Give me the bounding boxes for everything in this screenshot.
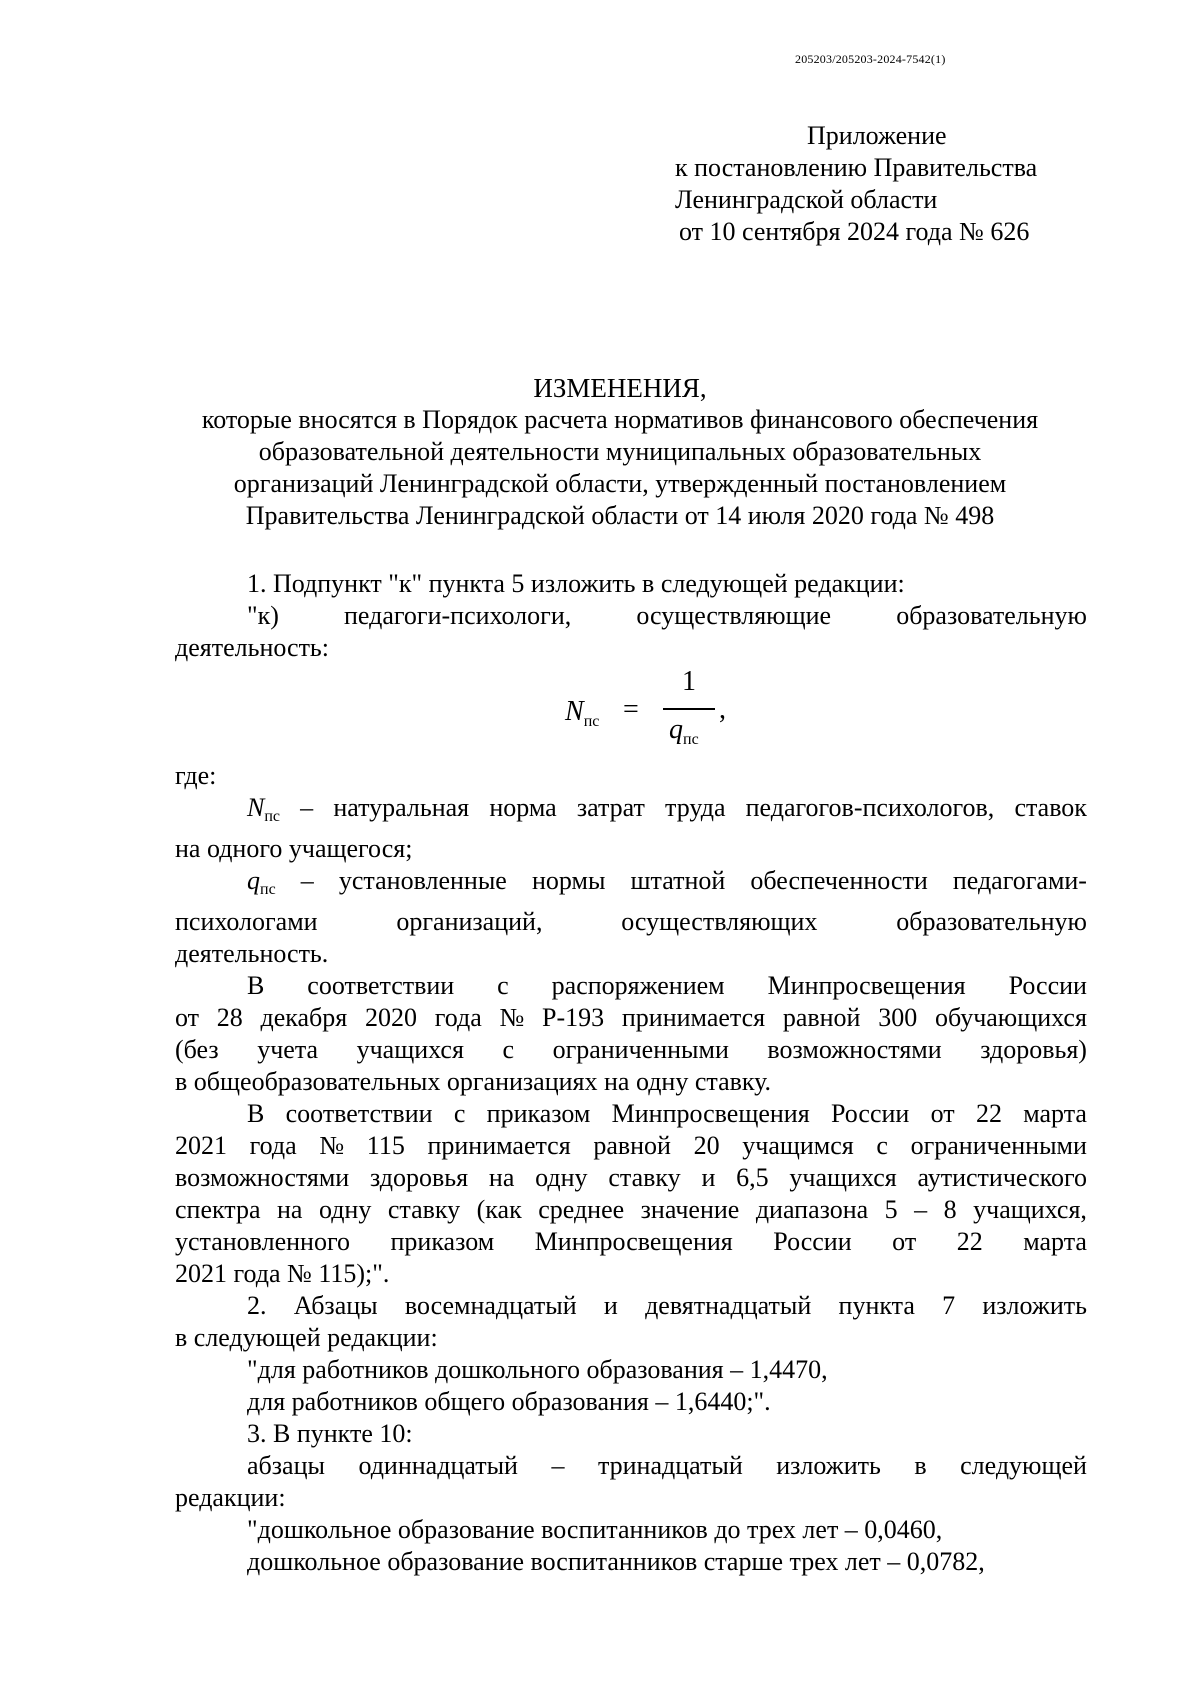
definition-end: деятельность.	[175, 939, 329, 968]
word: здоровья)	[980, 1035, 1087, 1064]
word: учащихся	[789, 1163, 897, 1192]
formula	[175, 666, 1087, 756]
word: осуществляющих	[621, 907, 818, 936]
word: России	[1008, 971, 1087, 1000]
word: обучающихся	[934, 1003, 1087, 1032]
word: принимается	[427, 1131, 571, 1160]
word: 28	[216, 1003, 243, 1032]
word: абзацы	[247, 1451, 325, 1480]
word: 22	[975, 1099, 1002, 1128]
word: В	[247, 971, 265, 1000]
word: ставку	[608, 1163, 681, 1192]
word: здоровья	[370, 1163, 469, 1192]
justified-line	[175, 970, 1087, 1002]
word: среднее	[538, 1195, 625, 1224]
word: (как	[476, 1195, 522, 1224]
formula-equals: =	[623, 694, 639, 725]
word: возможностями	[175, 1163, 350, 1192]
word: изложить	[776, 1451, 881, 1480]
definition-line	[175, 865, 1087, 906]
word: равной	[593, 1131, 671, 1160]
fraction-bar	[663, 708, 715, 710]
justified-line	[175, 1098, 1087, 1130]
justified-line	[175, 1226, 1087, 1258]
word: с	[502, 1035, 515, 1064]
word: диапазона	[755, 1195, 869, 1224]
word: Р-193	[542, 1003, 605, 1032]
word: –	[551, 1451, 565, 1480]
word: России	[830, 1099, 910, 1128]
definition-end: на одного учащегося;	[175, 834, 413, 863]
paragraph-end: в общеобразовательных организациях на одну ставку.	[175, 1067, 772, 1096]
word: 5	[884, 1195, 898, 1224]
heading-line: образовательной деятельности муниципальных образовательных	[258, 437, 982, 466]
word: распоряжением	[551, 971, 725, 1000]
word: Абзацы	[293, 1291, 378, 1320]
word: 7	[942, 1291, 956, 1320]
word: 115	[366, 1131, 405, 1160]
quoted-line: "для работников дошкольного образования – 1,4470,	[247, 1355, 828, 1384]
document-id: 205203/205203-2024-7542(1)	[795, 52, 946, 66]
annex-title: Приложение	[807, 121, 947, 150]
word: одиннадцатый	[358, 1451, 518, 1480]
heading-line: которые вносятся в Порядок расчета нормативов финансового обеспечения	[201, 405, 1039, 434]
word: 2021	[175, 1131, 227, 1160]
word: ставку	[387, 1195, 461, 1224]
word: одну	[318, 1195, 372, 1224]
word: осуществляющие	[636, 601, 832, 630]
word: штатной	[630, 866, 726, 895]
word: на	[488, 1163, 515, 1192]
word: с	[453, 1099, 466, 1128]
word: ограниченными	[910, 1131, 1087, 1160]
word: декабря	[260, 1003, 348, 1032]
word: Минпросвещения	[534, 1227, 733, 1256]
word: приказом	[390, 1227, 495, 1256]
word: образовательную	[896, 907, 1087, 936]
word: с	[876, 1131, 888, 1160]
word: изложить	[982, 1291, 1087, 1320]
word: труда	[665, 793, 726, 822]
justified-line	[175, 1194, 1087, 1226]
word: №	[319, 1131, 345, 1160]
word: приказом	[486, 1099, 591, 1128]
word: обеспеченности	[750, 866, 928, 895]
word: значение	[640, 1195, 740, 1224]
annex-date: от 10 сентября 2024 года № 626	[679, 217, 1030, 246]
word: учета	[257, 1035, 319, 1064]
word: затрат	[576, 793, 645, 822]
word: года	[434, 1003, 482, 1032]
paragraph-end: деятельность:	[175, 633, 330, 662]
definition-line	[175, 792, 1087, 833]
word: марта	[1023, 1099, 1087, 1128]
word: соответствии	[285, 1099, 433, 1128]
word: и	[701, 1163, 716, 1192]
paragraph-end: редакции:	[175, 1483, 286, 1512]
word: Минпросвещения	[611, 1099, 810, 1128]
quoted-line: для работников общего образования – 1,6440;".	[247, 1387, 771, 1416]
word: в	[914, 1451, 927, 1480]
quoted-line: дошкольное образование воспитанников старше трех лет – 0,0782,	[247, 1547, 985, 1576]
where-label: где:	[175, 761, 217, 790]
heading-line: организаций Ленинградской области, утвержденный постановлением	[233, 469, 1007, 498]
word: восемнадцатый	[404, 1291, 577, 1320]
word: на	[277, 1195, 303, 1224]
formula-comma: ,	[719, 694, 726, 725]
word: ограниченными	[552, 1035, 729, 1064]
word: аутистического	[917, 1163, 1087, 1192]
annex-line: к постановлению Правительства	[675, 153, 1038, 182]
word: марта	[1023, 1227, 1087, 1256]
formula-lhs: $N_{пс}$	[565, 696, 600, 730]
word: с	[497, 971, 509, 1000]
word: 8	[943, 1195, 957, 1224]
justified-line	[175, 1450, 1087, 1482]
word: равной	[782, 1003, 861, 1032]
word: нормы	[531, 866, 606, 895]
formula-denominator: $q_{пс}$	[669, 714, 699, 748]
word: педагогами-	[952, 866, 1087, 895]
word: установленного	[175, 1227, 350, 1256]
word: учащимся	[742, 1131, 854, 1160]
paragraph-end: 2021 года № 115);".	[175, 1259, 390, 1288]
word: –	[300, 866, 314, 895]
word: организаций,	[396, 907, 543, 936]
heading-line: Правительства Ленинградской области от 14 июля 2020 года № 498	[245, 501, 995, 530]
word: В	[247, 1099, 265, 1128]
word: следующей	[960, 1451, 1087, 1480]
annex-block	[675, 120, 1105, 248]
paragraph-end: в следующей редакции:	[175, 1323, 438, 1352]
heading-title: ИЗМЕНЕНИЯ,	[533, 373, 707, 403]
word: педагогов-психологов,	[745, 793, 995, 822]
word: от	[930, 1099, 955, 1128]
document-body	[175, 568, 1087, 1578]
justified-line	[175, 1034, 1087, 1066]
definition-var: $N_{пс}$	[247, 793, 281, 825]
word: года	[249, 1131, 297, 1160]
word: тринадцатый	[597, 1451, 743, 1480]
word: учащихся	[356, 1035, 464, 1064]
word: 22	[956, 1227, 983, 1256]
word: педагоги-психологи,	[344, 601, 572, 630]
justified-line	[175, 1162, 1087, 1194]
paragraph: 3. В пункте 10:	[247, 1419, 413, 1448]
definition-var: $q_{пс}$	[247, 866, 276, 898]
word: норма	[489, 793, 557, 822]
word: 300	[878, 1003, 918, 1032]
paragraph: 1. Подпункт "к" пункта 5 изложить в следующей редакции:	[247, 569, 905, 598]
word: от	[175, 1003, 200, 1032]
word: девятнадцатый	[645, 1291, 812, 1320]
word: России	[773, 1227, 852, 1256]
formula-numerator: 1	[682, 666, 696, 697]
justified-line	[175, 1002, 1087, 1034]
word: соответствии	[307, 971, 455, 1000]
word: "к)	[247, 601, 279, 630]
justified-line	[175, 1290, 1087, 1322]
heading-block	[160, 372, 1080, 532]
word: возможностями	[767, 1035, 942, 1064]
word: натуральная	[333, 793, 470, 822]
word: психологами	[175, 907, 318, 936]
word: одну	[535, 1163, 588, 1192]
justified-line	[175, 906, 1087, 938]
justified-line	[175, 600, 1087, 632]
word: от	[892, 1227, 917, 1256]
word: установленные	[338, 866, 507, 895]
word: образовательную	[896, 601, 1087, 630]
word: 2020	[364, 1003, 417, 1032]
word: спектра	[175, 1195, 261, 1224]
word: пункта	[838, 1291, 915, 1320]
word: №	[499, 1003, 525, 1032]
word: Минпросвещения	[767, 971, 966, 1000]
justified-line	[175, 1130, 1087, 1162]
word: 6,5	[736, 1163, 769, 1192]
quoted-line: "дошкольное образование воспитанников до трех лет – 0,0460,	[247, 1515, 943, 1544]
annex-line: Ленинградской области	[675, 185, 938, 214]
word: 2.	[247, 1291, 267, 1320]
word: принимается	[621, 1003, 766, 1032]
word: 20	[693, 1131, 720, 1160]
word: (без	[175, 1035, 219, 1064]
word: ставок	[1014, 793, 1087, 822]
word: и	[603, 1291, 618, 1320]
word: учащихся,	[973, 1195, 1087, 1224]
word: –	[300, 793, 314, 822]
word: –	[914, 1195, 928, 1224]
